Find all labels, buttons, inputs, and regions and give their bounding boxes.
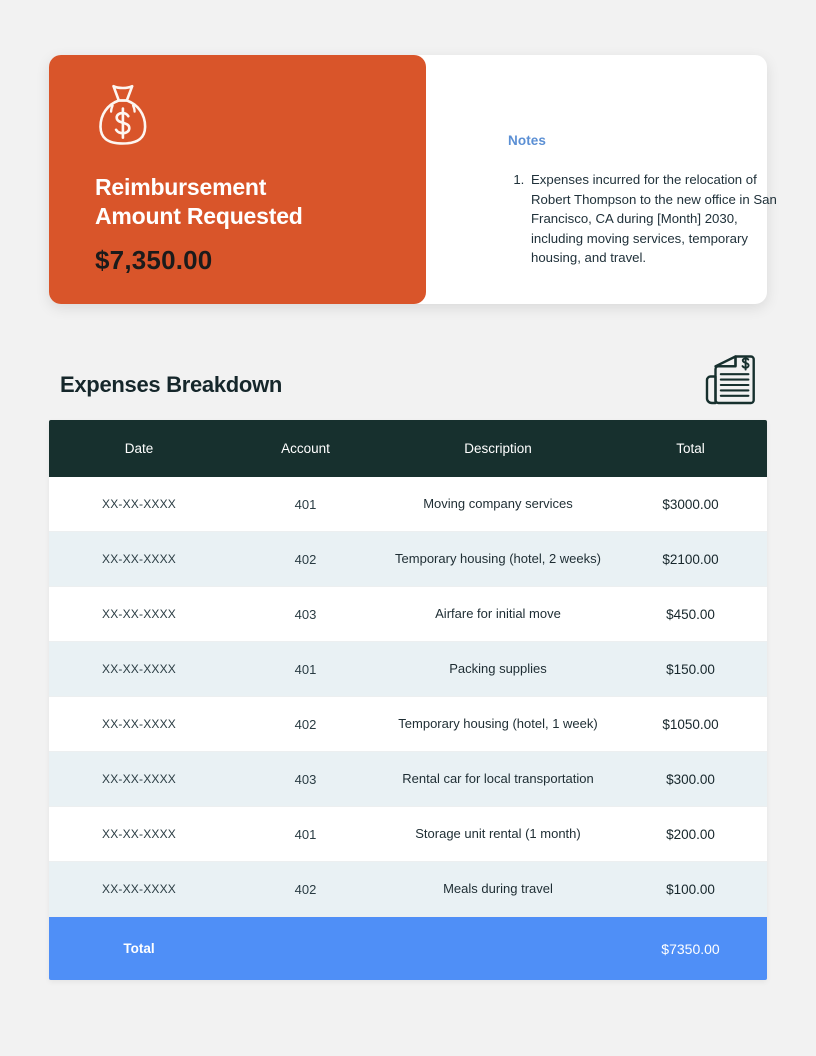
table-row: [49, 477, 767, 532]
table-row: [49, 642, 767, 697]
cell-account: 402: [294, 716, 317, 732]
cell-account: 403: [294, 771, 317, 787]
cell-account: 403: [294, 606, 317, 622]
table-total-row: [49, 917, 767, 980]
total-label: Total: [123, 941, 155, 956]
cell-date: XX-XX-XXXX: [101, 827, 177, 841]
cell-description: Meals during travel: [443, 881, 553, 896]
cell-description: Temporary housing (hotel, 1 week): [398, 716, 598, 731]
cell-description: Rental car for local transportation: [402, 771, 594, 786]
reimbursement-title-line1: Reimbursement: [95, 174, 267, 200]
cell-description: Packing supplies: [449, 661, 547, 676]
table-row: [49, 697, 767, 752]
expenses-table: [49, 420, 767, 980]
table-row: [49, 752, 767, 807]
cell-account: 401: [294, 661, 317, 677]
expenses-breakdown-header: [49, 348, 767, 420]
table-header-row: [49, 420, 767, 477]
cell-total: $450.00: [666, 606, 715, 622]
notes-list: [508, 170, 778, 268]
table-body: [49, 477, 767, 917]
cell-date: XX-XX-XXXX: [101, 497, 177, 511]
cell-date: XX-XX-XXXX: [101, 772, 177, 786]
notes-section: [508, 133, 778, 268]
table-row: [49, 862, 767, 917]
cell-total: $3000.00: [662, 496, 719, 512]
reimbursement-amount-card: [49, 55, 426, 304]
column-header-description: Description: [464, 441, 532, 456]
cell-total: $150.00: [666, 661, 715, 677]
column-header-account: Account: [281, 441, 330, 456]
money-bag-icon: [95, 83, 151, 147]
column-header-total: Total: [676, 441, 705, 456]
cell-account: 401: [294, 826, 317, 842]
table-row: [49, 532, 767, 587]
cell-description: Airfare for initial move: [435, 606, 561, 621]
reimbursement-amount: $7,350.00: [95, 245, 213, 275]
reimbursement-title: [95, 173, 375, 231]
cell-date: XX-XX-XXXX: [101, 662, 177, 676]
cell-date: XX-XX-XXXX: [101, 607, 177, 621]
notes-list-item: 1. Expenses incurred for the relocation of Robert Thompson to the new office in San Francisco, CA during [Month] 2030, including moving services, temporary housing, and travel.: [528, 170, 778, 268]
table-row: [49, 587, 767, 642]
cell-total: $2100.00: [662, 551, 719, 567]
column-header-date: Date: [124, 441, 154, 456]
cell-total: $200.00: [666, 826, 715, 842]
cell-total: $100.00: [666, 881, 715, 897]
cell-account: 401: [294, 496, 317, 512]
cell-total: $300.00: [666, 771, 715, 787]
cell-description: Storage unit rental (1 month): [415, 826, 581, 841]
reimbursement-summary: [49, 55, 777, 304]
cell-total: $1050.00: [662, 716, 719, 732]
total-amount: $7350.00: [661, 940, 720, 957]
cell-account: 402: [294, 881, 317, 897]
notes-heading: Notes: [508, 133, 547, 148]
cell-date: XX-XX-XXXX: [101, 882, 177, 896]
receipt-icon: [701, 350, 761, 410]
reimbursement-title-line2: Amount Requested: [95, 203, 303, 229]
cell-account: 402: [294, 551, 317, 567]
cell-date: XX-XX-XXXX: [101, 717, 177, 731]
cell-date: XX-XX-XXXX: [101, 552, 177, 566]
cell-description: Temporary housing (hotel, 2 weeks): [395, 551, 601, 566]
table-row: [49, 807, 767, 862]
cell-description: Moving company services: [423, 496, 573, 511]
page-title: Expenses Breakdown: [60, 372, 283, 397]
